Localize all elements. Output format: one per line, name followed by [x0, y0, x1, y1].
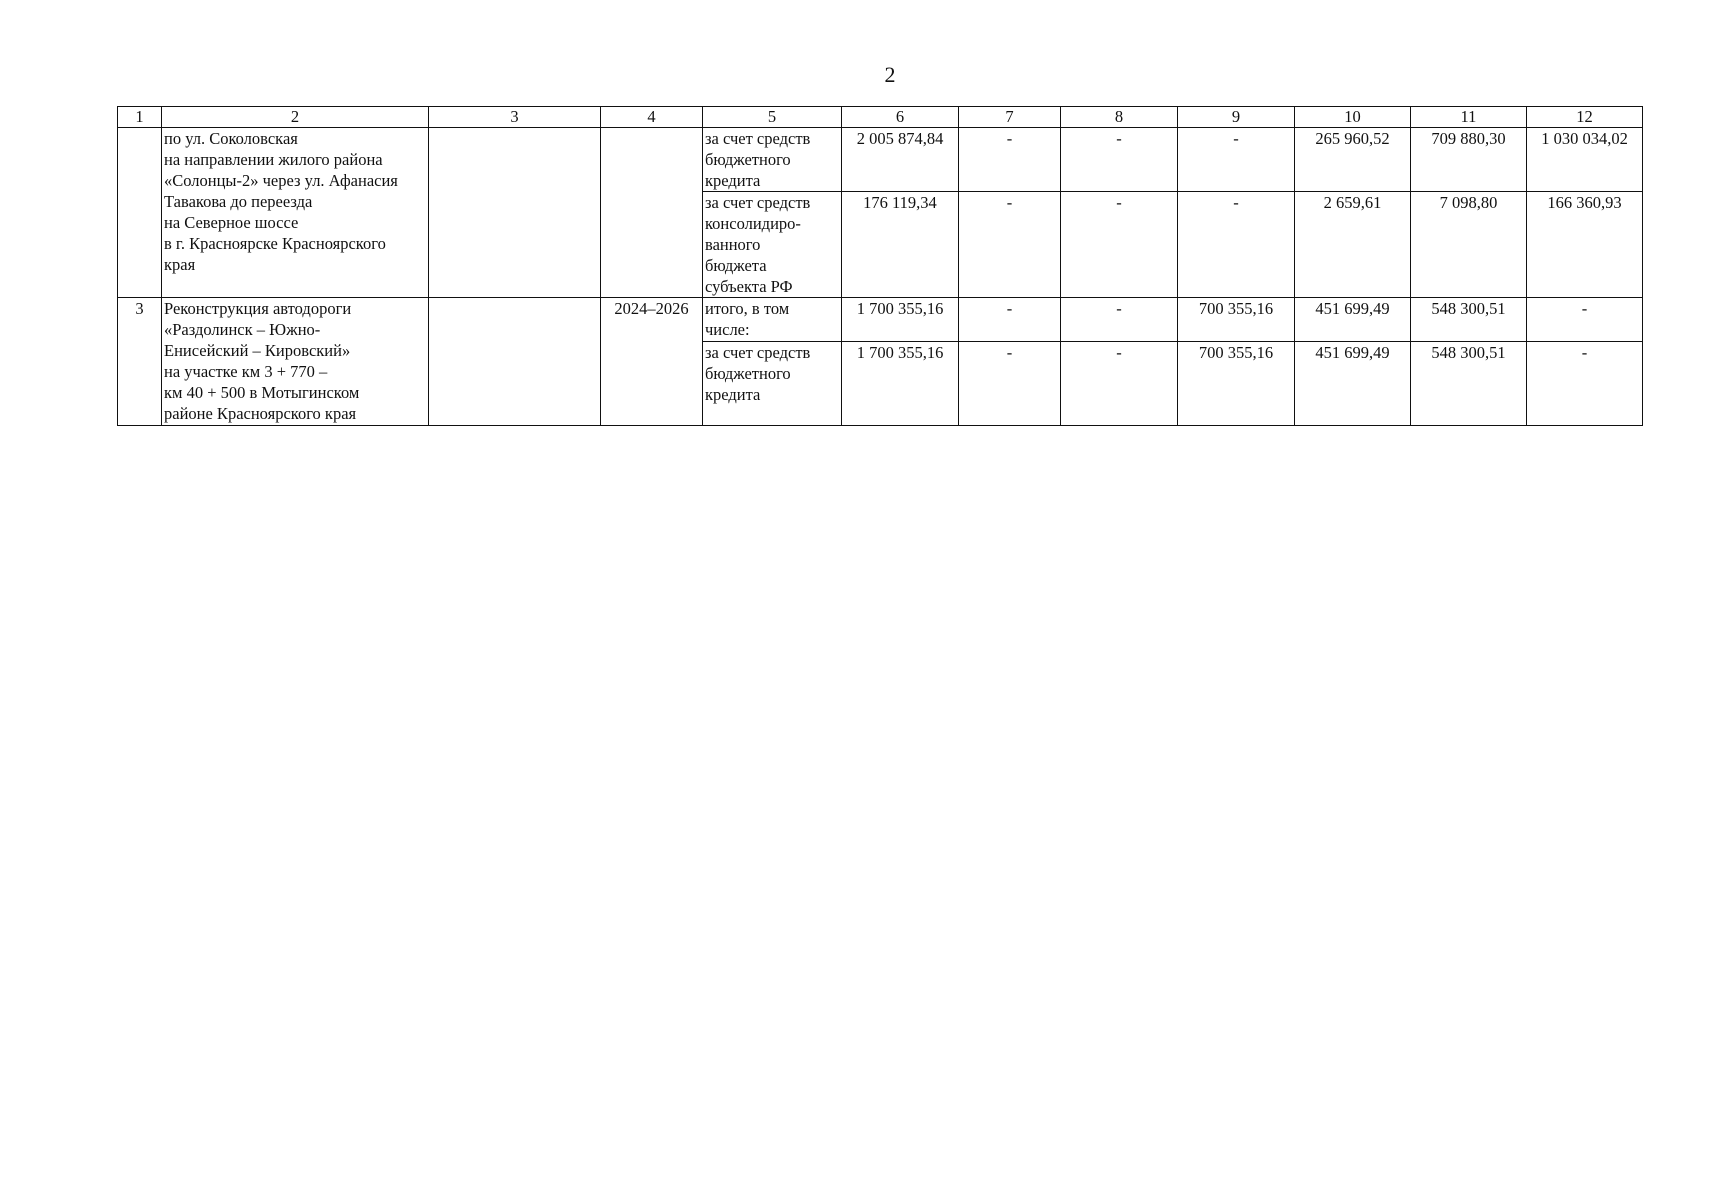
column-number: 11 [1411, 107, 1527, 128]
value-cell: 7 098,80 [1411, 192, 1527, 298]
column-3-cell [429, 298, 601, 426]
value-cell: 2 659,61 [1295, 192, 1411, 298]
value-cell: 451 699,49 [1295, 342, 1411, 426]
period-cell [601, 128, 703, 298]
value-cell: 166 360,93 [1527, 192, 1643, 298]
funding-source: за счет средств консолидиро- ванного бюджета субъекта РФ [703, 192, 842, 298]
value-cell: - [959, 342, 1061, 426]
funding-source: за счет средств бюджетного кредита [703, 342, 842, 426]
table-row [118, 298, 1643, 342]
column-number: 5 [703, 107, 842, 128]
column-3-cell [429, 128, 601, 298]
value-cell: 176 119,34 [842, 192, 959, 298]
value-cell: - [959, 298, 1061, 342]
column-number: 10 [1295, 107, 1411, 128]
value-cell: 265 960,52 [1295, 128, 1411, 192]
value-cell: - [1061, 128, 1178, 192]
column-number: 3 [429, 107, 601, 128]
page-number: 2 [884, 62, 896, 87]
column-number: 9 [1178, 107, 1295, 128]
period-cell: 2024–2026 [601, 298, 703, 426]
column-number: 1 [118, 107, 162, 128]
value-cell: - [1061, 192, 1178, 298]
row-number: 3 [118, 298, 162, 426]
value-cell: 2 005 874,84 [842, 128, 959, 192]
value-cell: - [1527, 298, 1643, 342]
value-cell: 548 300,51 [1411, 342, 1527, 426]
object-name: Реконструкция автодороги «Раздолинск – Южно- Енисейский – Кировский» на участке км 3 + 770 – км 40 + 500 в Мотыгинском районе Красноярского края [162, 298, 429, 426]
value-cell: 451 699,49 [1295, 298, 1411, 342]
column-number: 2 [162, 107, 429, 128]
column-number: 12 [1527, 107, 1643, 128]
value-cell: - [959, 192, 1061, 298]
object-name: по ул. Соколовская на направлении жилого района «Солонцы-2» через ул. Афанасия Тавакова до переезда на Северное шоссе в г. Красноярске Красноярского края [162, 128, 429, 298]
value-cell: 700 355,16 [1178, 298, 1295, 342]
column-numbers-row [118, 107, 1643, 128]
column-number: 7 [959, 107, 1061, 128]
value-cell: 709 880,30 [1411, 128, 1527, 192]
value-cell: - [1061, 342, 1178, 426]
funding-source: за счет средств бюджетного кредита [703, 128, 842, 192]
value-cell: 1 700 355,16 [842, 298, 959, 342]
value-cell: 1 700 355,16 [842, 342, 959, 426]
value-cell: 700 355,16 [1178, 342, 1295, 426]
value-cell: - [1527, 342, 1643, 426]
value-cell: - [959, 128, 1061, 192]
value-cell: - [1178, 128, 1295, 192]
column-number: 8 [1061, 107, 1178, 128]
column-number: 4 [601, 107, 703, 128]
funding-source: итого, в том числе: [703, 298, 842, 342]
value-cell: - [1061, 298, 1178, 342]
financing-table [117, 106, 1643, 426]
value-cell: - [1178, 192, 1295, 298]
table-row [118, 128, 1643, 192]
value-cell: 1 030 034,02 [1527, 128, 1643, 192]
column-number: 6 [842, 107, 959, 128]
row-number [118, 128, 162, 298]
value-cell: 548 300,51 [1411, 298, 1527, 342]
